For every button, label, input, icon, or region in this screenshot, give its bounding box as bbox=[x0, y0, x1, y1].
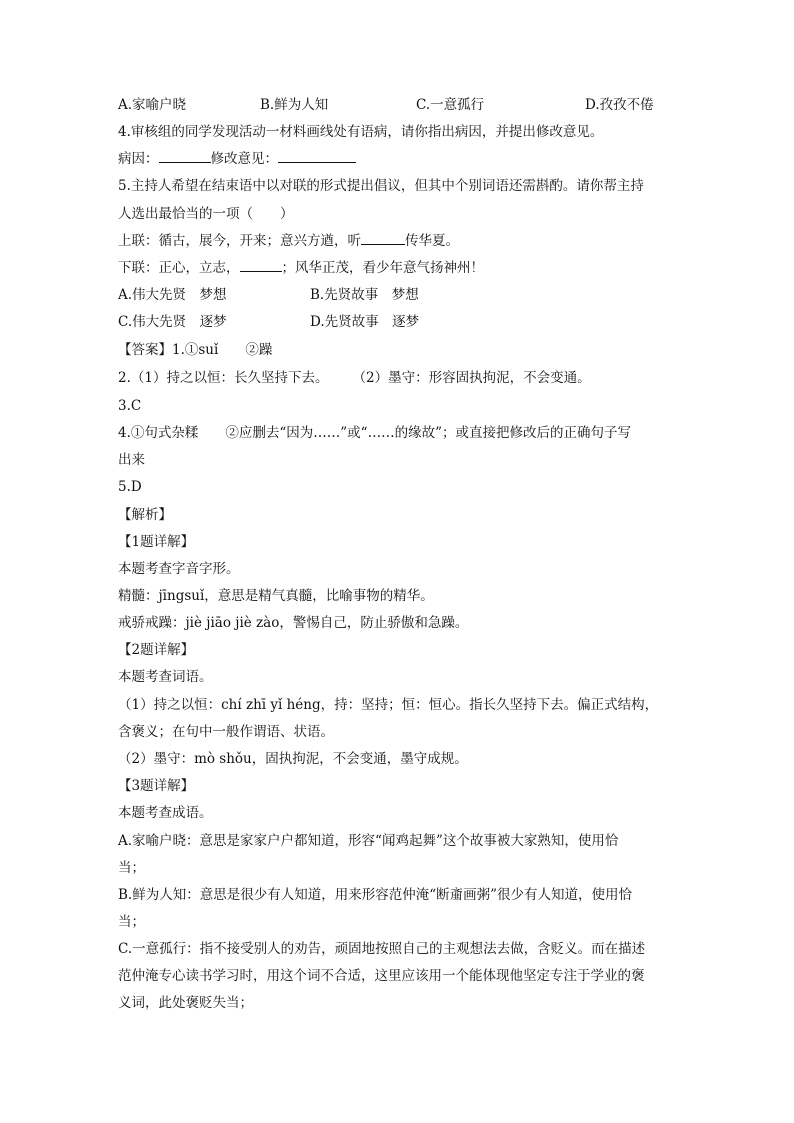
detail-1-line1: 精髓：jīngsuǐ，意思是精气真髓，比喻事物的精华。 bbox=[118, 588, 434, 604]
detail-3-c-line1: C.一意孤行：指不接受别人的劝告，顽固地按照自己的主观想法去做，含贬义。而在描述 bbox=[118, 941, 646, 957]
detail-2-line2: 含褒义；在句中一般作谓语、状语。 bbox=[118, 724, 334, 740]
detail-3-a-line1: A.家喻户晓：意思是家家户户都知道，形容“闻鸡起舞”这个故事被大家熟知，使用恰 bbox=[118, 833, 619, 849]
detail-3-b-line2: 当； bbox=[118, 914, 145, 930]
q5-upper-couplet bbox=[118, 232, 694, 250]
detail-1-line2: 戒骄戒躁：jiè jiāo jiè zào，警惕自己，防止骄傲和急躁。 bbox=[118, 615, 469, 631]
q3-option-b: B.鲜为人知 bbox=[260, 97, 329, 113]
detail-3-heading: 【3题详解】 bbox=[118, 778, 195, 794]
detail-2-line1: （1）持之以恒：chí zhī yǐ héng，持：坚持；恒：恒心。指长久坚持下去。偏正式结构， bbox=[118, 697, 659, 713]
q4-suggestion-label: 修改意见： bbox=[210, 151, 278, 167]
q5-lower-couplet bbox=[118, 259, 694, 277]
q5-stem-line1: 5.主持人希望在结束语中以对联的形式提出倡议，但其中个别词语还需斟酌。请你帮主持 bbox=[118, 178, 644, 194]
answer-4-line2: 出来 bbox=[118, 452, 145, 468]
q5-option-a: A.伟大先贤 梦想 bbox=[118, 287, 227, 303]
detail-3-c-line3: 义词，此处褒贬失当； bbox=[118, 995, 253, 1011]
q4-answer-line bbox=[118, 150, 694, 168]
q5-lower-text-b: ；风华正茂，看少年意气扬神州！ bbox=[281, 260, 484, 276]
q4-suggestion-blank[interactable] bbox=[278, 150, 356, 163]
detail-2-heading: 【2题详解】 bbox=[118, 642, 195, 658]
answer-2-part2: （2）墨守：形容固执拘泥，不会变通。 bbox=[352, 370, 591, 386]
q3-option-d: D.孜孜不倦 bbox=[585, 97, 654, 113]
answer-4-line1: 4.①句式杂糅 ②应删去“因为……”或“……的缘故”；或直接把修改后的正确句子写 bbox=[118, 425, 631, 441]
q5-stem-line2: 人选出最恰当的一项（ ） bbox=[118, 206, 294, 222]
answer-1: 【答案】1.①suǐ ②躁 bbox=[118, 342, 273, 358]
answer-5: 5.D bbox=[118, 479, 142, 495]
answer-2-part1: 2.（1）持之以恒：长久坚持下去。 bbox=[118, 370, 329, 386]
q5-upper-text-a: 上联：循古，展今，开来；意兴方遒，听 bbox=[118, 233, 361, 249]
answer-3: 3.C bbox=[118, 398, 142, 414]
q3-option-a: A.家喻户晓 bbox=[118, 97, 187, 113]
detail-3-a-line2: 当； bbox=[118, 860, 145, 876]
q4-stem: 4.审核组的同学发现活动一材料画线处有语病，请你指出病因，并提出修改意见。 bbox=[118, 124, 604, 140]
detail-2-intro: 本题考查词语。 bbox=[118, 669, 213, 685]
q4-cause-label: 病因： bbox=[118, 151, 159, 167]
detail-2-line3: （2）墨守：mò shǒu，固执拘泥，不会变通，墨守成规。 bbox=[118, 751, 468, 767]
detail-1-heading: 【1题详解】 bbox=[118, 534, 195, 550]
q3-option-c: C.一意孤行 bbox=[416, 97, 485, 113]
q5-option-c: C.伟大先贤 逐梦 bbox=[118, 314, 227, 330]
q5-upper-text-b: 传华夏。 bbox=[405, 233, 459, 249]
detail-3-c-line2: 范仲淹专心读书学习时，用这个词不合适，这里应该用一个能体现他坚定专注于学业的褒 bbox=[118, 968, 645, 984]
q5-lower-blank[interactable] bbox=[240, 259, 282, 272]
q5-upper-blank[interactable] bbox=[361, 232, 405, 245]
detail-3-b-line1: B.鲜为人知：意思是很少有人知道，用来形容范仲淹“断齑画粥”很少有人知道，使用恰 bbox=[118, 887, 633, 903]
detail-1-intro: 本题考查字音字形。 bbox=[118, 561, 240, 577]
answer-2 bbox=[118, 369, 694, 387]
q5-option-b: B.先贤故事 梦想 bbox=[310, 287, 419, 303]
q5-lower-text-a: 下联：正心，立志， bbox=[118, 260, 240, 276]
analysis-heading: 【解析】 bbox=[118, 507, 172, 523]
detail-3-intro: 本题考查成语。 bbox=[118, 805, 213, 821]
q4-cause-blank[interactable] bbox=[159, 150, 211, 163]
q5-option-d: D.先贤故事 逐梦 bbox=[310, 314, 420, 330]
